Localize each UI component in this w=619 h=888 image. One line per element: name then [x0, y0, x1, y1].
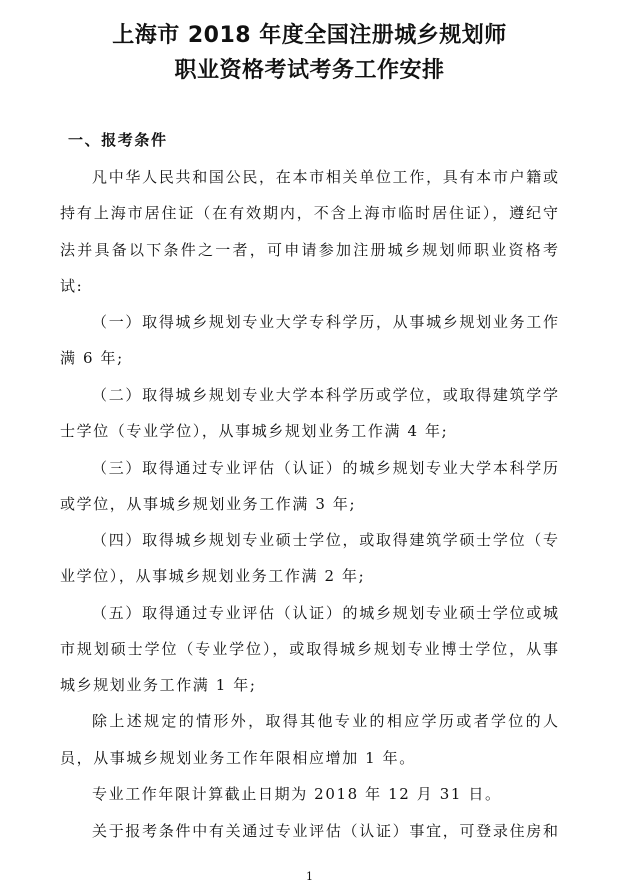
text-line: 或学位，从事城乡规划业务工作满 3 年;	[60, 495, 357, 513]
document-title-line-1: 上海市 2018 年度全国注册城乡规划师	[112, 23, 507, 48]
text-line: 员，从事城乡规划业务工作年限相应增加 1 年。	[60, 749, 416, 767]
text-line: 满 6 年;	[60, 349, 124, 367]
text-line: 持有上海市居住证（在有效期内，不含上海市临时居住证），遵纪守	[60, 204, 558, 222]
text-line: 市规划硕士学位（专业学位），或取得城乡规划专业博士学位，从事	[60, 640, 558, 658]
text-line: （三）取得通过专业评估（认证）的城乡规划专业大学本科学历	[92, 459, 558, 477]
text-line: 凡中华人民共和国公民，在本市相关单位工作，具有本市户籍或	[92, 168, 558, 186]
text-line: 业学位），从事城乡规划业务工作满 2 年;	[60, 567, 366, 585]
section-heading: 一、报考条件	[68, 131, 168, 149]
document-title-line-2: 职业资格考试考务工作安排	[174, 58, 445, 83]
text-line: 专业工作年限计算截止日期为 2018 年 12 月 31 日。	[92, 785, 502, 803]
text-line: （二）取得城乡规划专业大学本科学历或学位，或取得建筑学学	[92, 386, 558, 404]
text-line: 城乡规划业务工作满 1 年;	[60, 676, 257, 694]
text-line: 士学位（专业学位），从事城乡规划业务工作满 4 年;	[60, 422, 449, 440]
text-line: （一）取得城乡规划专业大学专科学历，从事城乡规划业务工作	[92, 313, 558, 331]
text-line: 试:	[60, 277, 84, 295]
text-line: 法并具备以下条件之一者，可申请参加注册城乡规划师职业资格考	[60, 241, 558, 259]
text-line: 关于报考条件中有关通过专业评估（认证）事宜，可登录住房和	[92, 822, 558, 840]
text-line: （五）取得通过专业评估（认证）的城乡规划专业硕士学位或城	[92, 604, 558, 622]
text-line: 除上述规定的情形外，取得其他专业的相应学历或者学位的人	[92, 712, 558, 730]
page-number: 1	[306, 870, 313, 883]
text-line: （四）取得城乡规划专业硕士学位，或取得建筑学硕士学位（专	[92, 531, 558, 549]
